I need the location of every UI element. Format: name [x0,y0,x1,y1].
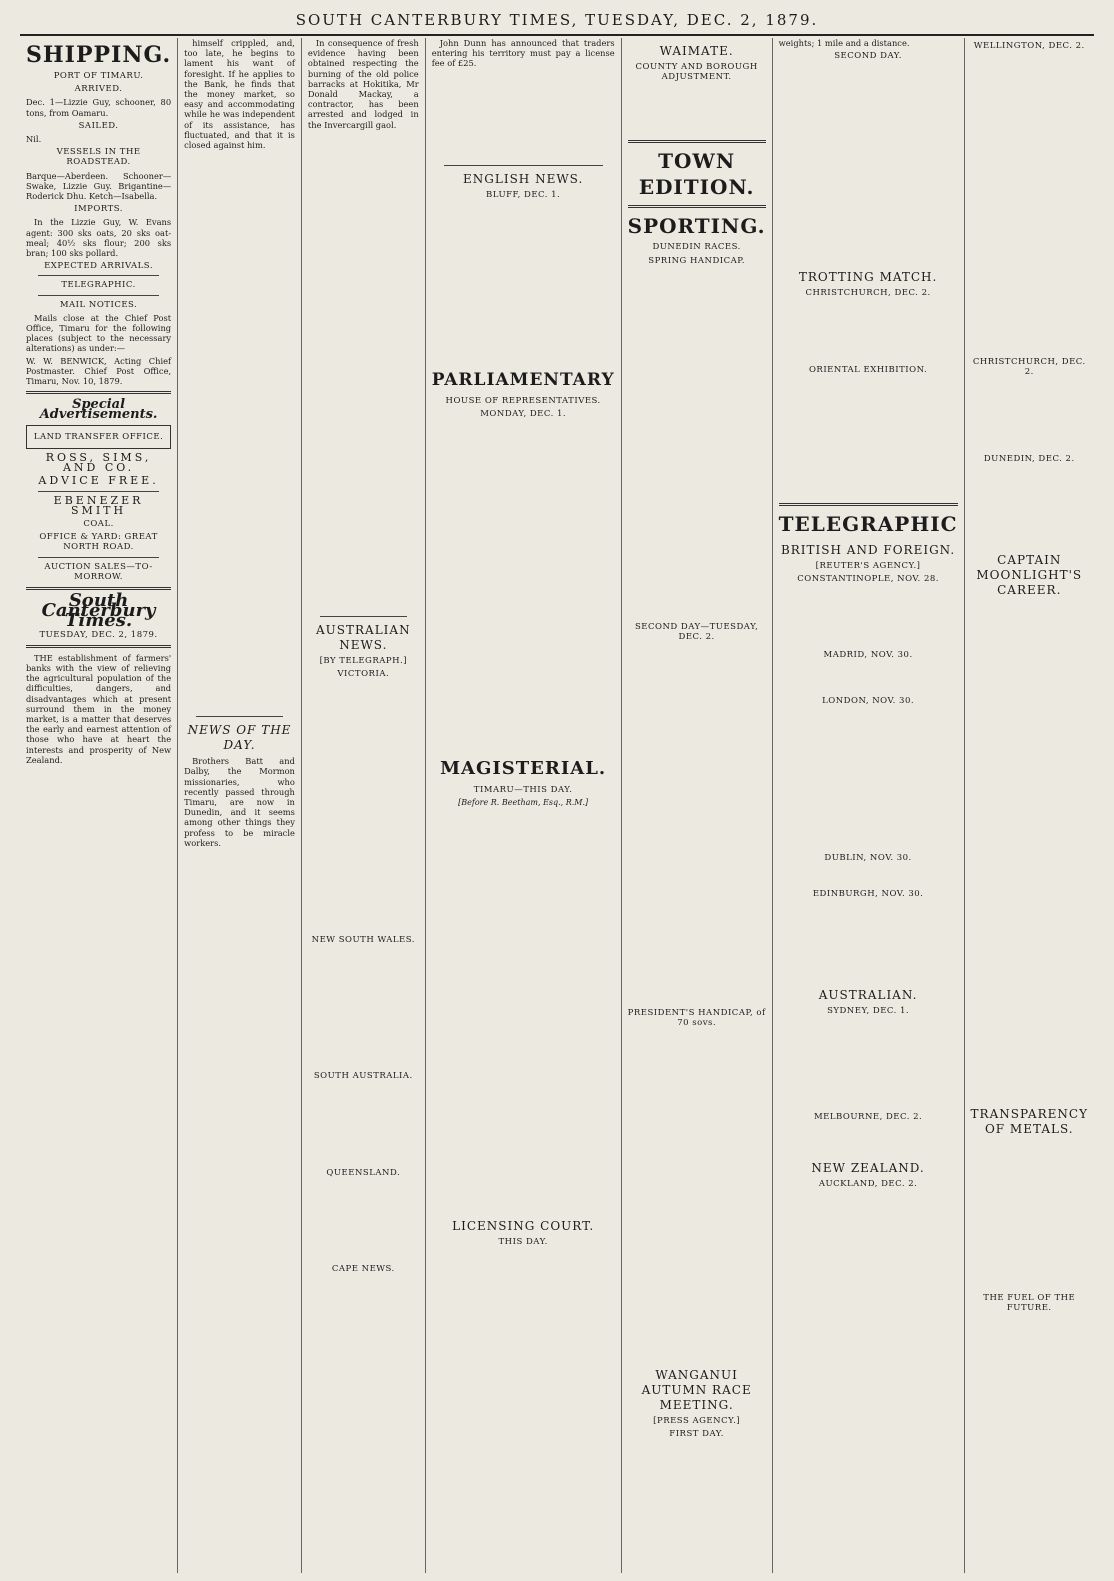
dublin-dateline: DUBLIN, NOV. 30. [824,852,912,863]
australian-news-heading: AUSTRALIAN NEWS. [316,622,411,652]
presidents-handicap: PRESIDENT'S HANDICAP, of 70 sovs. [627,1008,766,1029]
article-body-space [432,422,615,752]
coal-label: COAL. [83,518,114,529]
sporting-heading: SPORTING. [627,214,766,239]
column-7 [965,38,1094,1573]
nameplate-date: TUESDAY, DEC. 2, 1879. [39,629,158,640]
south-australia-heading: SOUTH AUSTRALIA. [313,1071,413,1082]
telegraphic-heading: TELEGRAPHIC [778,511,958,536]
article-body-space [971,1140,1088,1290]
magistrate: [Before R. Beetham, Esq., R.M.] [458,798,589,808]
sailed-text: Nil. [26,134,42,145]
telegraphic-label: TELEGRAPHIC. [61,280,136,291]
column-1 [20,38,178,1573]
divider [779,503,958,506]
article-body-space [779,1125,958,1155]
edinburgh-dateline: EDINBURGH, NOV. 30. [812,888,924,899]
article-body-space [779,587,958,647]
masthead: SOUTH CANTERBURY TIMES, TUESDAY, DEC. 2, 1879. [20,6,1094,36]
article-body-space [971,601,1088,1101]
article-body-space [184,152,295,712]
article-body-space [971,467,1088,547]
arrived-label: ARRIVED. [74,84,123,95]
imports-text: In the Lizzie Guy, W. Evans agent: 300 sks oats, 20 sks oat-meal; 40½ sks flour; 200 sks bran; 100 sks pollard. [26,217,172,259]
fuel-heading: THE FUEL OF THE FUTURE. [983,1292,1076,1314]
office-yard: OFFICE & YARD: GREAT NORTH ROAD. [39,532,158,553]
article-body-space [779,1019,958,1109]
divider [38,295,159,296]
divider [38,557,159,558]
mail-notices-heading: MAIL NOTICES. [59,299,138,310]
divider [26,645,171,648]
ebenezer-smith-ad: EBENEZER SMITH [53,493,144,517]
cape-news-heading: CAPE NEWS. [331,1263,395,1274]
expected-label: EXPECTED ARRIVALS. [44,261,154,272]
monday-dateline: MONDAY, DEC. 1. [480,409,567,420]
british-foreign-heading: BRITISH AND FOREIGN. [780,542,956,557]
divider [196,716,283,717]
english-news-heading: ENGLISH NEWS. [463,171,584,186]
moonlight-heading: CAPTAIN MOONLIGHT'S CAREER. [976,552,1083,597]
divider [26,391,171,394]
article-body-space [432,203,615,363]
article-body-space [628,1032,766,1362]
oriental-heading: ORIENTAL EXHIBITION. [808,364,928,375]
article-body-space [779,302,958,362]
zulu-news: John Dunn has announced that traders entering his territory must pay a license fee of £25. [431,38,615,69]
article-body-space [779,710,958,850]
divider [628,205,766,208]
constantinople-dateline: CONSTANTINOPLE, NOV. 28. [797,574,939,585]
column-2 [178,38,302,1573]
news-of-the-day-text: Brothers Batt and Dalby, the Mormon missionaries, who recently passed through Timaru, are now in Dunedin, and it seems among other things they profess to be miracle workers. [184,756,295,848]
article-body-space [308,682,419,932]
divider [628,140,766,143]
arrived-text: Dec. 1—Lizzie Guy, schooner, 80 tons, from Oamaru. [26,97,172,118]
news-of-the-day-heading: NEWS OF THE DAY. [187,723,292,753]
article-body-space [779,866,958,886]
sailed-label: SAILED. [78,120,119,131]
imports-label: IMPORTS. [74,204,123,215]
column-4 [426,38,622,1573]
article-body-space [432,813,615,1213]
article-body-space [308,132,419,612]
australian-heading: AUSTRALIAN. [818,988,918,1003]
spring-handicap: SPRING HANDICAP. [648,255,745,266]
article-body-space [308,948,419,1068]
advice-free: ADVICE FREE. [38,474,159,488]
queensland-heading: QUEENSLAND. [326,1167,401,1178]
press-agency: [PRESS AGENCY.] [653,1415,741,1426]
article-body-space [971,381,1088,451]
auction-heading: AUCTION SALES—TO-MORROW. [44,561,153,582]
postmaster-signature: W. W. BENWICK, Acting Chief Postmaster. Chief Post Office, Timaru, Nov. 10, 1879. [26,355,172,387]
parliamentary-heading: PARLIAMENTARY [431,369,615,390]
wanganui-heading: WANGANUI AUTUMN RACE MEETING. [641,1367,752,1412]
bluff-dateline: BLUFF, DEC. 1. [486,189,561,200]
land-transfer-ad [26,425,171,449]
wellington-dateline: WELLINGTON, DEC. 2. [973,41,1085,51]
sydney-dateline: SYDNEY, DEC. 1. [827,1006,910,1017]
news-continued: In consequence of fresh evidence having been obtained respecting the burning of the old police barracks at Hokitika, Mr Donald Mackay, a contractor, has been arrested and lodged in the Invercargill gaol. [307,38,419,130]
nsw-heading: NEW SOUTH WALES. [311,935,415,946]
auckland-dateline: AUCKLAND, DEC. 2. [818,1179,918,1190]
madrid-dateline: MADRID, NOV. 30. [823,650,913,661]
christchurch-dateline: CHRISTCHURCH, DEC. 2. [972,357,1086,378]
leader-article: THE establishment of farmers' banks with the view of relieving the agricultural population of the difficulties, dangers, and disadvantages which at present surround them in the money market, is a matter that deserves the early and earnest attention of those who have at heart the interests and prosperity of New Zealand. [26,652,172,765]
land-transfer-title: LAND TRANSFER OFFICE. [33,431,164,442]
timaru-this-day: TIMARU—THIS DAY. [473,785,573,796]
leader-continued: himself crippled, and, too late, he begins to lament his want of foresight. If he applies to the Bank, he finds that the money market, so easy and accommodating while he was independent of its assistance, has fluctuated, and that it is closed against him. [184,38,295,151]
county-adjustment: COUNTY AND BOROUGH ADJUSTMENT. [635,62,758,83]
article-body-space [308,1181,419,1261]
article-body-space [628,85,766,135]
special-advertisements-heading: Special Advertisements. [39,397,158,423]
newspaper-columns [20,38,1094,1573]
mail-notices-text: Mails close at the Chief Post Office, Timaru for the following places (subject to the necessary alterations) as under:— [26,312,172,354]
new-zealand-heading: NEW ZEALAND. [811,1161,925,1176]
paper-nameplate: South Canterbury Times. [41,589,156,632]
reuters-agency: [REUTER'S AGENCY.] [815,560,921,571]
article-body-space [308,1085,419,1165]
divider [38,275,159,276]
article-body-space [432,71,615,161]
london-dateline: LONDON, NOV. 30. [822,696,915,707]
licensing-court-heading: LICENSING COURT. [452,1218,595,1233]
first-day-heading: FIRST DAY. [669,1428,724,1439]
article-body-space [779,378,958,498]
vessels-text: Barque—Aberdeen. Schooner—Swake, Lizzie Guy. Brigantine—Roderick Dhu. Ketch—Isabella. [26,170,172,202]
article-body-space [971,54,1088,354]
house-heading: HOUSE OF REPRESENTATIVES. [445,395,601,406]
column-5 [622,38,773,1573]
article-body-space [779,902,958,982]
victoria-heading: VICTORIA. [337,669,390,680]
column-3 [302,38,426,1573]
divider [320,616,407,617]
by-telegraph: [BY TELEGRAPH.] [319,655,408,666]
column-6 [773,38,965,1573]
waimate-heading: WAIMATE. [659,44,734,58]
christchurch-dateline: CHRISTCHURCH, DEC. 2. [805,288,931,299]
shipping-heading: SHIPPING. [26,42,172,68]
article-body-space [779,663,958,693]
article-body-space [628,269,766,619]
magisterial-heading: MAGISTERIAL. [440,758,607,780]
transparency-heading: TRANSPARENCY OF METALS. [970,1106,1088,1136]
vessels-label: VESSELS IN THE ROADSTEAD. [56,147,141,168]
ross-sims-ad: ROSS, SIMS, AND CO. [45,450,152,475]
race-weights: weights; 1 mile and a distance. [778,38,910,48]
article-body-space [628,645,766,1005]
divider [444,165,603,166]
second-day-heading: SECOND DAY—TUESDAY, DEC. 2. [634,621,759,643]
divider [38,491,159,492]
town-edition-heading: TOWN EDITION. [638,149,755,200]
dunedin-races-heading: DUNEDIN RACES. [652,242,741,253]
dunedin-dateline: DUNEDIN, DEC. 2. [983,453,1075,464]
licensing-this-day: THIS DAY. [498,1236,548,1247]
article-body-space [779,64,958,264]
trotting-heading: TROTTING MATCH. [798,270,938,285]
melbourne-dateline: MELBOURNE, DEC. 2. [813,1112,923,1123]
port-heading: PORT OF TIMARU. [53,71,144,81]
second-day-heading: SECOND DAY. [834,51,902,62]
